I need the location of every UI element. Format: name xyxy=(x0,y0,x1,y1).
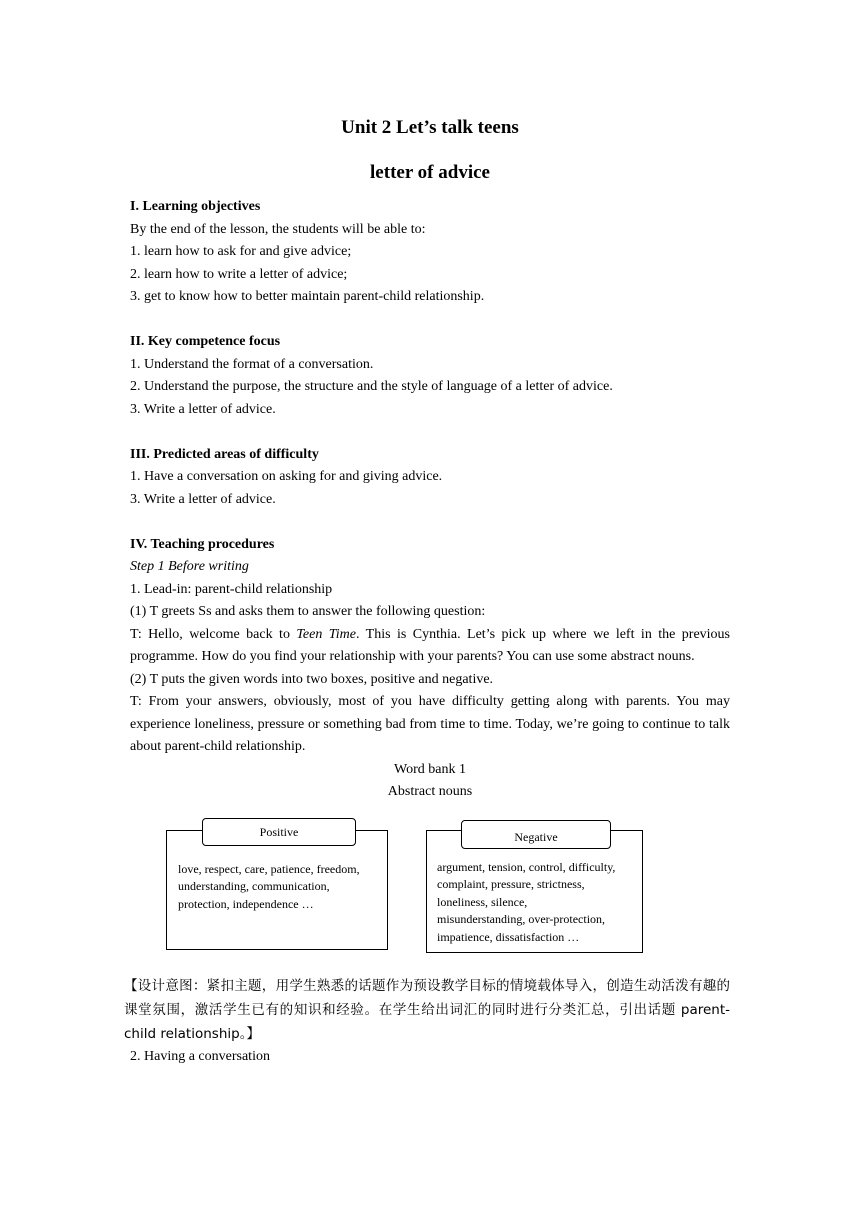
wordbank-boxes xyxy=(130,804,730,974)
section-heading-procedures: IV. Teaching procedures xyxy=(130,536,275,552)
positive-label: Positive xyxy=(202,818,356,846)
section-heading-objectives: I. Learning objectives xyxy=(130,199,261,214)
procedure-paragraph: (1) T greets Ss and asks them to answer the following question: xyxy=(130,604,486,619)
design-note: 【设计意图：紧扣主题，用学生熟悉的话题作为预设教学目标的情境载体导入，创造生动活泼有趣的课堂氛围，激活学生已有的知识和经验。在学生给出词汇的同时进行分类汇总，引出话题 parent-child relationship。】 xyxy=(124,977,730,1042)
document-body xyxy=(124,196,731,1068)
wordbank-subtitle: Abstract nouns xyxy=(387,784,473,799)
competence-item: 2. Understand the purpose, the structure and the style of language of a letter of advice. xyxy=(130,379,613,394)
section-heading-competence: II. Key competence focus xyxy=(130,334,281,349)
competence-item: 1. Understand the format of a conversation. xyxy=(130,356,374,372)
leadin-text: 1. Lead-in: parent-child relationship xyxy=(130,581,333,597)
procedure-paragraph: (2) T puts the given words into two boxes, positive and negative. xyxy=(130,671,494,687)
difficulty-item: 3. Write a letter of advice. xyxy=(130,491,276,507)
objective-item: 2. learn how to write a letter of advice; xyxy=(130,266,348,282)
wordbank-title: Word bank 1 xyxy=(394,761,466,777)
page-title: Unit 2 Let’s talk teens xyxy=(341,117,519,138)
procedure-paragraph: T: Hello, welcome back to Teen Time. This is Cynthia. Let’s pick up where we left in the previous programme. How do you find your relationship with your parents? You can use some abstract nouns. xyxy=(130,626,731,664)
objective-item: 3. get to know how to better maintain parent-child relationship. xyxy=(130,289,485,304)
negative-label: Negative xyxy=(461,820,611,849)
conversation-heading: 2. Having a conversation xyxy=(130,1048,270,1064)
positive-words: love, respect, care, patience, freedom, understanding, communication, protection, independence … xyxy=(178,861,360,911)
section-heading-difficulty: III. Predicted areas of difficulty xyxy=(130,446,319,462)
objectives-intro: By the end of the lesson, the students will be able to: xyxy=(130,221,426,237)
competence-item: 3. Write a letter of advice. xyxy=(130,401,276,417)
negative-words: argument, tension, control, difficulty, complaint, pressure, strictness, loneliness, silence, misunderstanding, over-protection, impatience, dissatisfaction … xyxy=(437,859,616,944)
program-name: Teen Time xyxy=(296,626,356,642)
page-subtitle: letter of advice xyxy=(370,162,490,183)
objective-item: 1. learn how to ask for and give advice; xyxy=(130,244,352,259)
procedure-paragraph: T: From your answers, obviously, most of you have difficulty getting along with parents. You may experience loneliness, pressure or something bad from time to time. Today, we’re going to continue to talk about parent-child relationship. xyxy=(130,694,730,754)
difficulty-item: 1. Have a conversation on asking for and giving advice. xyxy=(130,469,443,484)
step-heading: Step 1 Before writing xyxy=(130,559,249,574)
